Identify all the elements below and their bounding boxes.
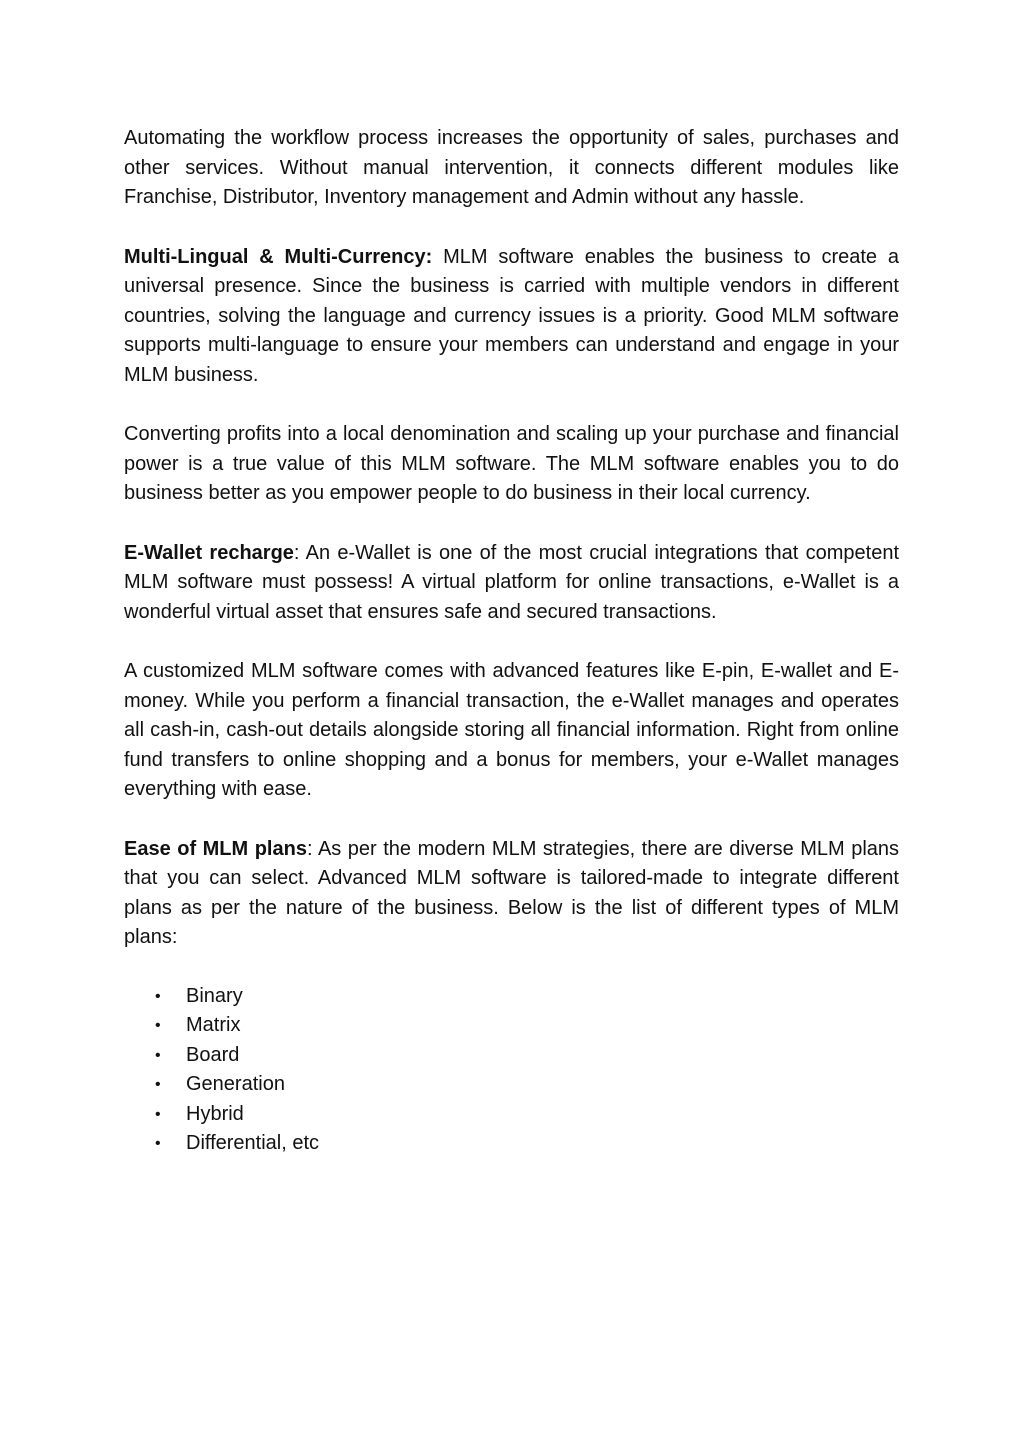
paragraph-separator: [432, 246, 443, 268]
list-item-label: Binary: [186, 984, 243, 1007]
paragraph-heading: E-Wallet recharge: [124, 541, 294, 564]
list-item: [124, 1041, 899, 1071]
bullet-icon: •: [155, 987, 161, 1005]
paragraph-customized-mlm: [124, 657, 899, 805]
list-item-label: Differential, etc: [186, 1132, 320, 1154]
list-item: [124, 1129, 899, 1159]
list-item-label: Board: [186, 1043, 240, 1066]
list-item: [124, 1100, 899, 1130]
paragraph-heading: Multi-Lingual & Multi-Currency:: [124, 245, 433, 268]
paragraph-heading: Ease of MLM plans: [124, 837, 307, 860]
bullet-icon: •: [155, 1135, 161, 1152]
paragraph-mlm-plans: [124, 835, 899, 953]
bullet-icon: •: [155, 1105, 161, 1123]
list-item: [124, 1011, 899, 1041]
paragraph-text: A customized MLM software comes with advanced features like E-pin, E-wallet and E-money. While you perform a financial transaction, the e-Wallet manages and operates all cash-in, cash-out details alongside storing all financial information. Right from online fund transfers to online shopping and a bonus for members, your e-Wallet manages everything with ease.: [124, 660, 899, 800]
list-item-label: Matrix: [186, 1014, 241, 1036]
bullet-icon: •: [155, 1076, 161, 1093]
paragraph-text: An e-Wallet is one of the most crucial integrations that competent MLM software must possess! A virtual platform for online transactions, e-Wallet is a wonderful virtual asset that ensures safe and secured transactions.: [124, 541, 900, 623]
list-item: [124, 1070, 899, 1100]
bullet-icon: •: [155, 1017, 161, 1034]
paragraph-separator: :: [293, 541, 306, 564]
paragraph-text: Automating the workflow process increases the opportunity of sales, purchases and other services. Without manual intervention, it connects different modules like Franchise, Distributor, Inventory management and Admin without any hassle.: [124, 127, 899, 208]
paragraph-multi-lingual: [124, 243, 899, 391]
list-item-label: Hybrid: [186, 1102, 244, 1125]
document-page: [124, 124, 899, 1159]
mlm-plans-list: [124, 982, 899, 1159]
paragraph-separator: :: [306, 837, 318, 860]
bullet-icon: •: [155, 1046, 161, 1064]
list-item-label: Generation: [186, 1073, 285, 1095]
paragraph-text: Converting profits into a local denomination and scaling up your purchase and financial power is a true value of this MLM software. The MLM software enables you to do business better as you empower people to do business in their local currency.: [124, 423, 899, 504]
paragraph-converting-profits: [124, 420, 899, 509]
paragraph-e-wallet: [124, 539, 899, 628]
paragraph-workflow: [124, 124, 899, 213]
list-item: [124, 982, 899, 1012]
paragraph-text: As per the modern MLM strategies, there are diverse MLM plans that you can select. Advanced MLM software is tailored-made to integrate different plans as per the nature of the business. Below is the list of different types of MLM plans:: [124, 837, 900, 948]
paragraph-text: MLM software enables the business to create a universal presence. Since the business is carried with multiple vendors in different countries, solving the language and currency issues is a priority. Good MLM software supports multi-language to ensure your members can understand and engage in your MLM business.: [124, 245, 899, 386]
